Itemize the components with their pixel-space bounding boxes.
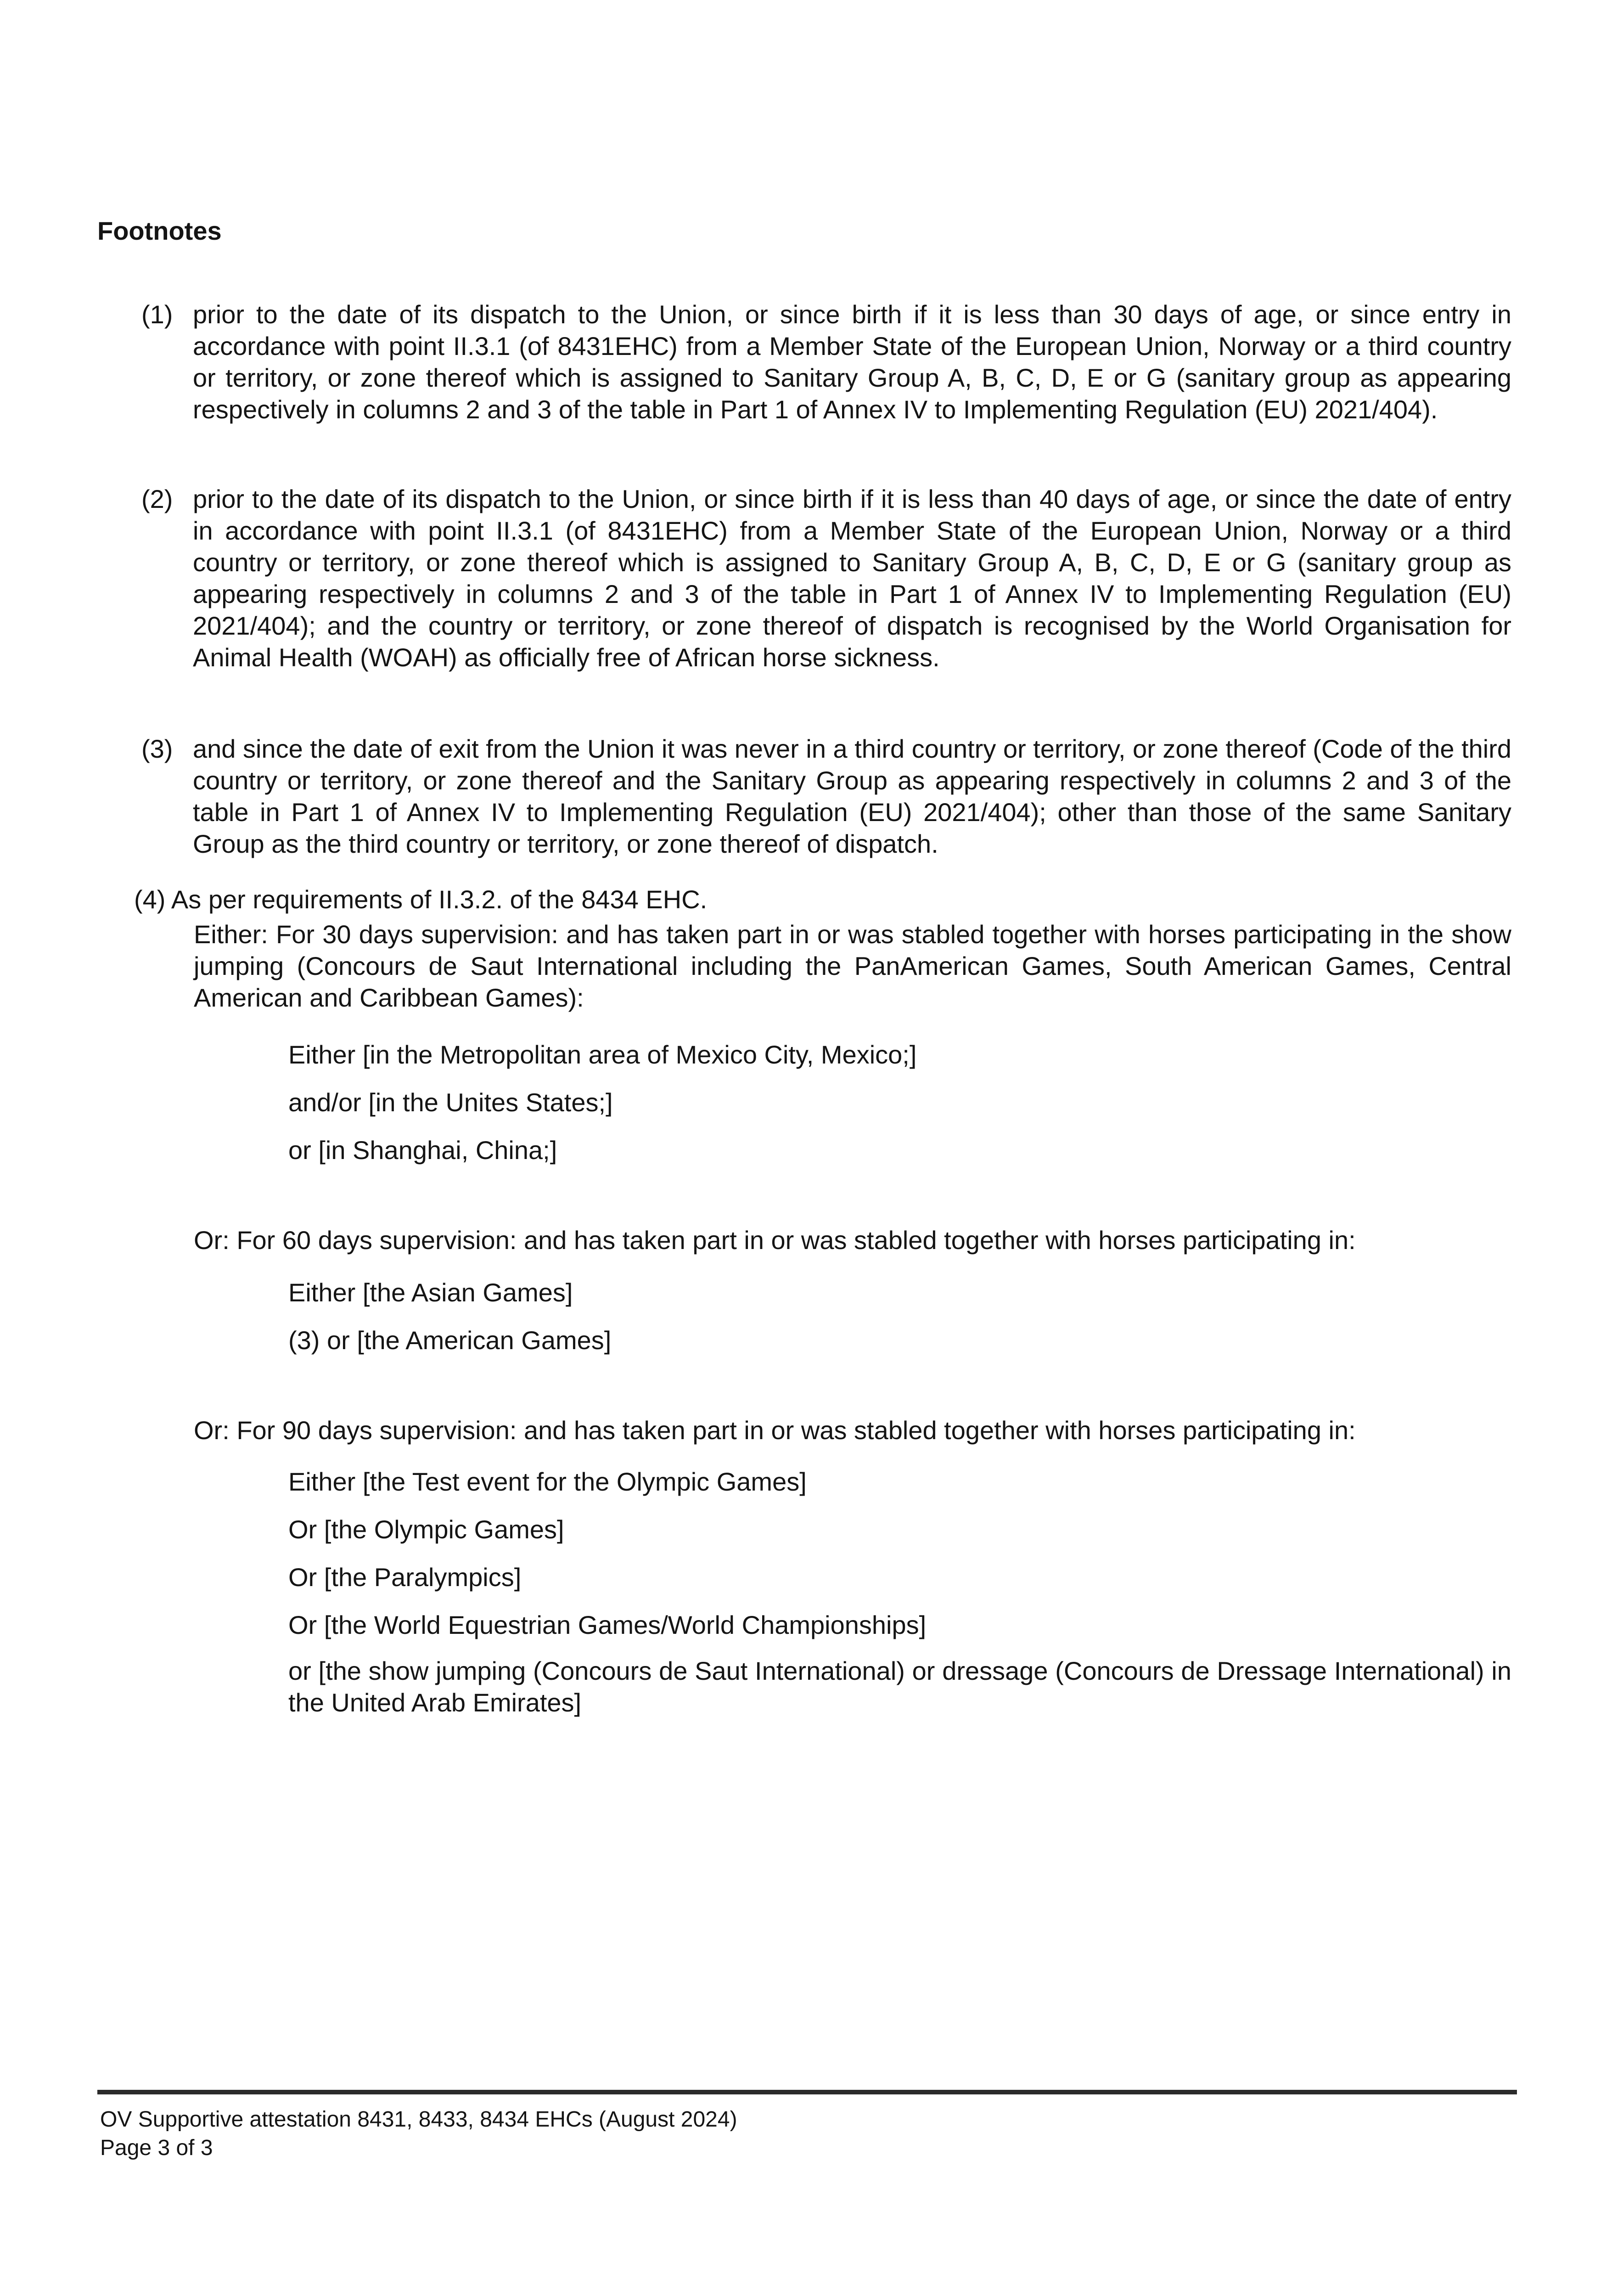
footnote-1 xyxy=(141,298,1511,425)
footnote-text: prior to the date of its dispatch to the Union, or since birth if it is less than 40 days of age, or since the date of entry in accordance with point II.3.1 (of 8431EHC) from a Member State of the European Union, Norway or a third country or territory, or zone thereof which is assigned to Sanitary Group A, B, C, D, E or G (sanitary group as appearing respectively in columns 2 and 3 of the table in Part 1 of Annex IV to Implementing Regulation (EU) 2021/404); and the country or territory, or zone thereof of dispatch is recognised by the World Organisation for Animal Health (WOAH) as officially free of African horse sickness. xyxy=(193,484,1511,672)
supervision-30-days-lead: Either: For 30 days supervision: and has taken part in or was stabled together with horses participating in the show jumping (Concours de Saut International including the PanAmerican Games, South American Games, Central American and Caribbean Games): xyxy=(194,920,1511,1012)
footnote-3 xyxy=(141,733,1511,860)
supervision-90-days-lead: Or: For 90 days supervision: and has taken part in or was stabled together with horses participating in: xyxy=(194,1416,1356,1445)
footer-divider xyxy=(97,2090,1517,2094)
footnote-4-intro: (4) As per requirements of II.3.2. of the 8434 EHC. xyxy=(134,885,708,914)
footnote-text: and since the date of exit from the Union it was never in a third country or territory, or zone thereof (Code of the third country or territory, or zone thereof and the Sanitary Group as appearing respectively in columns 2 and 3 of the table in Part 1 of Annex IV to Implementing Regulation (EU) 2021/404); other than those of the same Sanitary Group as the third country or territory, or zone thereof of dispatch. xyxy=(193,734,1511,858)
option-item: or [the show jumping (Concours de Saut International) or dressage (Concours de Dressage International) in the United Arab Emirates] xyxy=(288,1656,1511,1717)
option-item: or [in Shanghai, China;] xyxy=(288,1136,557,1165)
footnote-2 xyxy=(141,483,1511,673)
option-item: (3) or [the American Games] xyxy=(288,1326,612,1355)
option-item: Either [the Test event for the Olympic Games] xyxy=(288,1467,807,1496)
option-item: Either [in the Metropolitan area of Mexico City, Mexico;] xyxy=(288,1040,917,1069)
footnotes-heading: Footnotes xyxy=(97,216,222,245)
option-item: Or [the Olympic Games] xyxy=(288,1515,564,1544)
footer-page-number: Page 3 of 3 xyxy=(100,2136,213,2160)
option-item: and/or [in the Unites States;] xyxy=(288,1088,613,1117)
footnote-number: (3) xyxy=(141,734,173,763)
footer-document-title: OV Supportive attestation 8431, 8433, 8434 EHCs (August 2024) xyxy=(100,2107,737,2132)
option-item: Or [the World Equestrian Games/World Championships] xyxy=(288,1610,927,1639)
footnote-number: (2) xyxy=(141,484,173,513)
option-item: Either [the Asian Games] xyxy=(288,1278,573,1307)
supervision-60-days-lead: Or: For 60 days supervision: and has taken part in or was stabled together with horses participating in: xyxy=(194,1226,1356,1255)
footnote-text: prior to the date of its dispatch to the Union, or since birth if it is less than 30 days of age, or since entry in accordance with point II.3.1 (of 8431EHC) from a Member State of the European Union, Norway or a third country or territory, or zone thereof which is assigned to Sanitary Group A, B, C, D, E or G (sanitary group as appearing respectively in columns 2 and 3 of the table in Part 1 of Annex IV to Implementing Regulation (EU) 2021/404). xyxy=(193,300,1511,424)
option-item: Or [the Paralympics] xyxy=(288,1563,522,1592)
footnote-number: (1) xyxy=(141,300,173,329)
